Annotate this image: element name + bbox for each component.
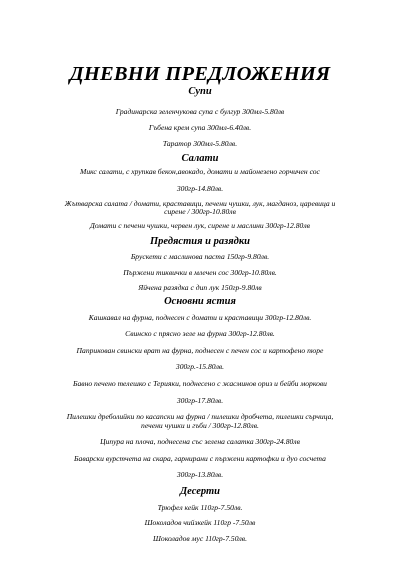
- section-heading-mains: Основни ястия: [164, 296, 236, 307]
- menu-item: Гъбена крем супа 300мл-6.40лв.: [148, 123, 252, 132]
- section-heading-soups: Супи: [188, 86, 212, 97]
- menu-item: Жътварска салата / домати, краставици, печени чушки, лук, магданоз, царевица и: [64, 199, 336, 208]
- menu-item: 300гр-17.80лв.: [176, 396, 224, 405]
- section-heading-desserts: Десерти: [180, 486, 220, 497]
- menu-item: Свинско с прясно зеле на фурна 300гр-12.80лв.: [125, 329, 275, 338]
- menu-item: Таратор 300мл-5.80лв.: [162, 139, 238, 148]
- menu-item: 300гр-13.80лв.: [176, 470, 224, 479]
- menu-item: Яйчена разядка с дип лук 150гр-9.80лв: [138, 283, 262, 292]
- menu-item: Ципура на плоча, поднесена със зелена салатка 300гр-24.80лв: [100, 437, 300, 446]
- menu-item: сирене / 300гр-10.80лв: [164, 207, 236, 216]
- menu-item: Шоколадов мус 110гр-7.50лв.: [152, 534, 248, 543]
- menu-item: Бавно печено телешко с Терияки, поднесено с жасминов ориз и бейби моркови: [73, 379, 327, 388]
- menu-item: Брускети с маслинова паста 150гр-9.80лв.: [130, 252, 270, 261]
- menu-item: Шоколадов чийзкейк 110гр -7.50лв: [144, 518, 256, 527]
- menu-item: 300гр.-15.80лв.: [175, 362, 225, 371]
- menu-item: Паприкован свински врат на фурна, поднесен с печен сос и картофено пюре: [76, 346, 324, 355]
- menu-item: Микс салати, с хрупкав бекон,авокадо, домати и майонезено горчичен сос: [80, 167, 320, 176]
- page-title: ДНЕВНИ ПРЕДЛОЖЕНИЯ: [69, 63, 331, 85]
- menu-item: 300гр-14.80лв.: [176, 184, 224, 193]
- section-heading-starters: Предястия и разядки: [150, 236, 250, 247]
- menu-item: Кашкавал на фурна, поднесен с домати и краставици 300гр-12.80лв.: [88, 313, 312, 322]
- menu-item: Пържени тиквички в млечен сос 300гр-10.80лв.: [123, 268, 277, 277]
- menu-item: печени чушки и гъби / 300гр-12.80лв.: [141, 421, 259, 430]
- menu-item: Пилешки дреболийки по касапски на фурна / пилешки дробчета, пилешки сърчица,: [66, 412, 334, 421]
- section-heading-salads: Салати: [181, 153, 219, 164]
- menu-item: Домати с печени чушки, червен лук, сирене и маслини 300гр-12.80лв: [90, 221, 310, 230]
- menu-item: Градинарска зеленчукова супа с булгур 300мл-5.80лв: [115, 107, 285, 116]
- menu-item: Трюфел кейк 110гр-7.50лв.: [157, 503, 243, 512]
- menu-item: Баварски вурстчета на скара, гарнирани с пържени картофки и дуо сосчета: [74, 454, 326, 463]
